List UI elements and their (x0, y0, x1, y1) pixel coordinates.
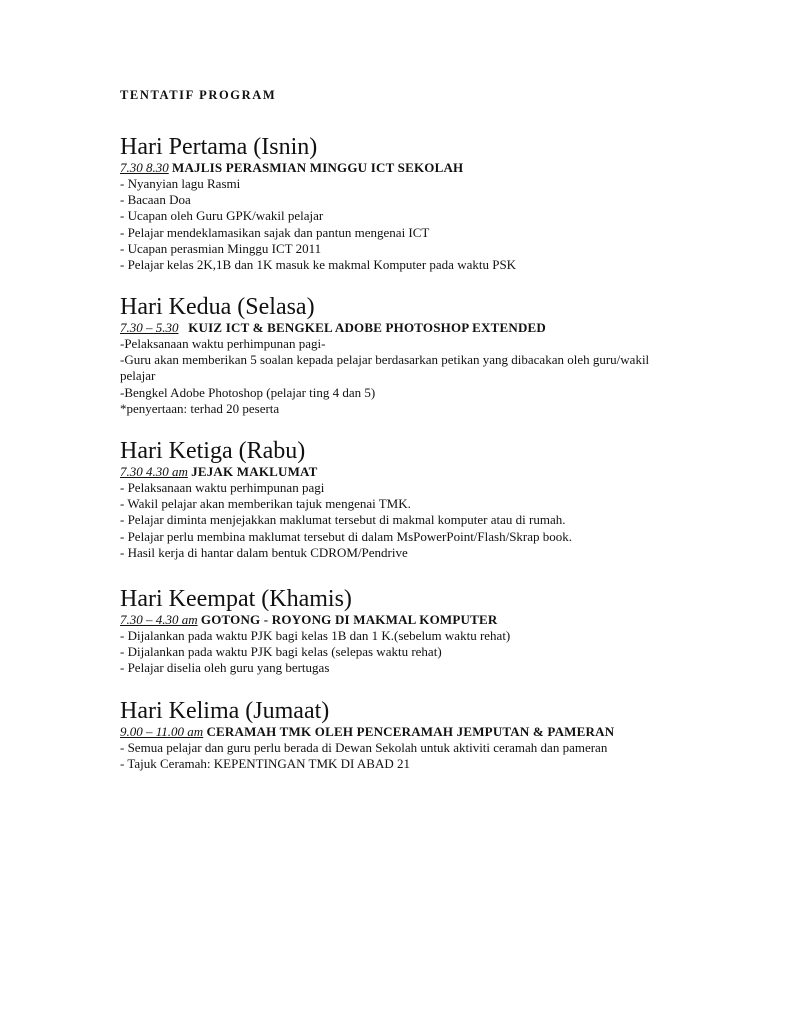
list-item: - Pelajar diselia oleh guru yang bertugas (120, 660, 330, 676)
session-time: 7.30 – 5.30 (120, 320, 179, 335)
day-heading: Hari Keempat (Khamis) (120, 586, 352, 612)
session-name: GOTONG - ROYONG DI MAKMAL KOMPUTER (200, 612, 498, 627)
list-item: *penyertaan: terhad 20 peserta (120, 400, 280, 416)
list-item: - Tajuk Ceramah: KEPENTINGAN TMK DI ABAD 21 (120, 756, 410, 772)
list-item: - Pelaksanaan waktu perhimpunan pagi (120, 480, 325, 495)
session-line (120, 320, 760, 336)
session-line (120, 160, 760, 176)
list-item: -Bengkel Adobe Photoshop (pelajar ting 4 dan 5) (120, 384, 376, 400)
list-item: - Dijalankan pada waktu PJK bagi kelas (selepas waktu rehat) (120, 644, 442, 660)
day-section-5 (120, 698, 760, 772)
activity-list (120, 336, 760, 417)
session-name: MAJLIS PERASMIAN MINGGU ICT SEKOLAH (172, 160, 464, 175)
list-item: - Hasil kerja di hantar dalam bentuk CDROM/Pendrive (120, 544, 408, 560)
session-time: 7.30 8.30 (120, 160, 169, 175)
session-name: JEJAK MAKLUMAT (191, 464, 318, 479)
day-heading: Hari Pertama (Isnin) (120, 134, 318, 160)
list-item: - Pelajar kelas 2K,1B dan 1K masuk ke makmal Komputer pada waktu PSK (120, 257, 517, 273)
activity-list (120, 628, 760, 677)
day-section-3 (120, 438, 760, 561)
list-item: - Ucapan perasmian Minggu ICT 2011 (120, 240, 322, 256)
list-item: - Dijalankan pada waktu PJK bagi kelas 1B dan 1 K.(sebelum waktu rehat) (120, 628, 511, 643)
day-heading: Hari Ketiga (Rabu) (120, 438, 306, 464)
session-line (120, 724, 760, 740)
list-item: - Ucapan oleh Guru GPK/wakil pelajar (120, 208, 324, 224)
list-item: -Pelaksanaan waktu perhimpunan pagi- (120, 336, 326, 351)
list-item: - Semua pelajar dan guru perlu berada di Dewan Sekolah untuk aktiviti ceramah dan pameran (120, 740, 608, 755)
list-item: -Guru akan memberikan 5 soalan kepada pelajar berdasarkan petikan yang dibacakan oleh guru/wakil pelajar (120, 352, 653, 384)
session-name: KUIZ ICT & BENGKEL ADOBE PHOTOSHOP EXTENDED (188, 320, 547, 335)
activity-list (120, 740, 760, 772)
session-time: 9.00 – 11.00 am (120, 724, 204, 739)
list-item: - Wakil pelajar akan memberikan tajuk mengenai TMK. (120, 496, 411, 512)
day-section-2 (120, 294, 760, 417)
session-time: 7.30 4.30 am (120, 464, 188, 479)
day-section-4 (120, 586, 760, 677)
list-item: - Pelajar diminta menjejakkan maklumat tersebut di makmal komputer atau di rumah. (120, 512, 566, 528)
list-item: - Nyanyian lagu Rasmi (120, 176, 241, 191)
day-heading: Hari Kelima (Jumaat) (120, 698, 330, 724)
session-line (120, 612, 760, 628)
list-item: - Pelajar mendeklamasikan sajak dan pantun mengenai ICT (120, 224, 430, 240)
activity-list (120, 480, 760, 561)
session-time: 7.30 – 4.30 am (120, 612, 198, 627)
list-item: - Pelajar perlu membina maklumat tersebut di dalam MsPowerPoint/Flash/Skrap book. (120, 528, 573, 544)
document-title: TENTATIF PROGRAM (120, 88, 277, 102)
session-line (120, 464, 760, 480)
day-section-1 (120, 134, 760, 273)
session-name: CERAMAH TMK OLEH PENCERAMAH JEMPUTAN & PAMERAN (206, 724, 615, 739)
list-item: - Bacaan Doa (120, 192, 191, 208)
activity-list (120, 176, 760, 273)
day-heading: Hari Kedua (Selasa) (120, 294, 315, 320)
